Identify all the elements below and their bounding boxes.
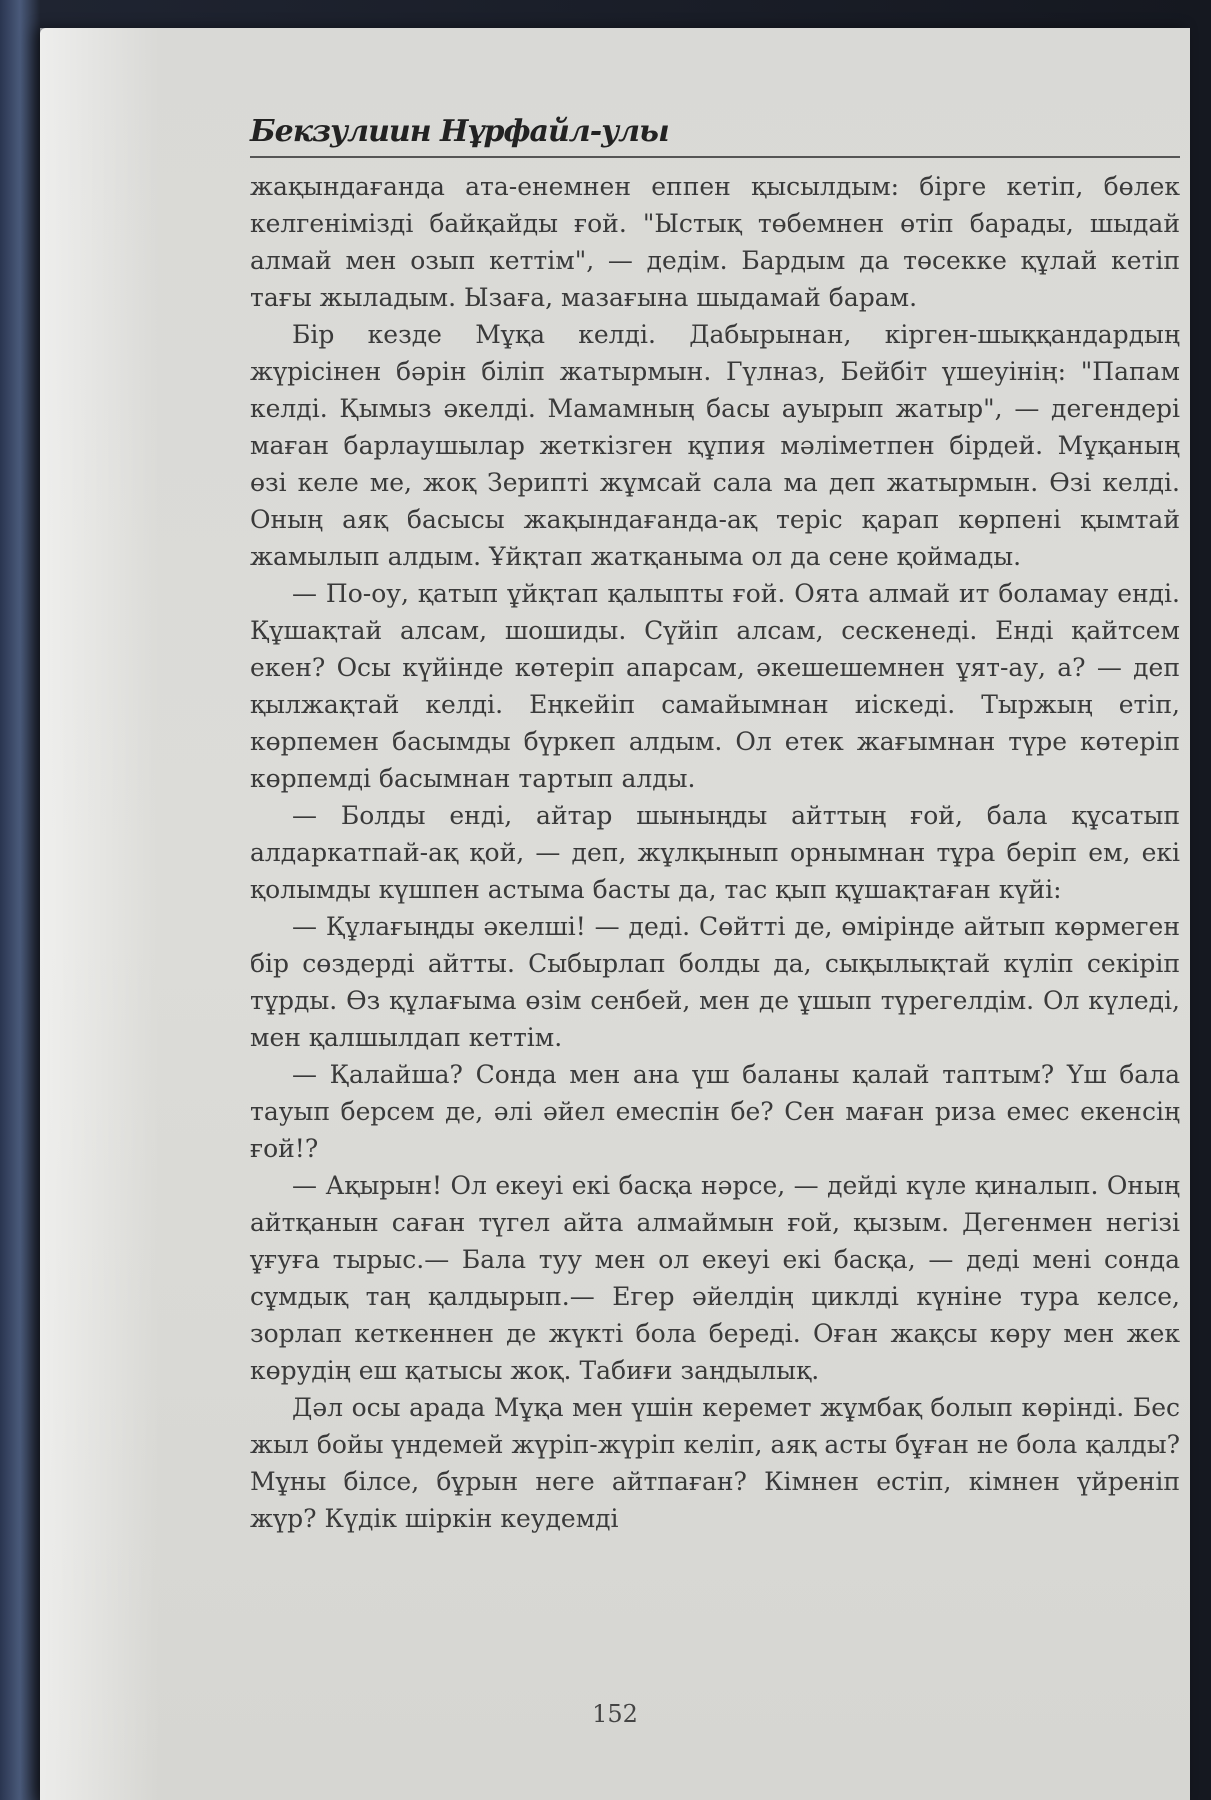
paragraph: жақындағанда ата-енемнен еппен қысылдым: бірге кетіп, бөлек келгенімізді байқайды ғой. "Ыстық төбемнен өтіп барады, шыдай алмай мен озып кеттім", — дедім. Бардым да төсекке құлай кетіп тағы жыладым. Ызаға, мазағына шыдамай барам. xyxy=(250,172,1180,312)
book-page xyxy=(40,28,1190,1800)
paragraph: — Ақырын! Ол екеуі екі басқа нәрсе, — дейді күле қиналып. Оның айтқанын саған түгел айта алмаймын ғой, қызым. Дегенмен негізі ұғуға тырыс.— Бала туу мен ол екеуі екі басқа, — деді мені сонда сұмдық таң қалдырып.— Егер әйелдің циклді күніне тура келсе, зорлап кеткеннен де жүкті бола береді. Оған жақсы көру мен жек көрудің еш қатысы жоқ. Табиғи заңдылық. xyxy=(250,1171,1180,1385)
paragraph: — Болды енді, айтар шыныңды айттың ғой, бала құсатып алдаркатпай-ақ қой, — деп, жұлқынып орнымнан тұра беріп ем, екі қолымды күшпен астыма басты да, тас қып құшақтаған күйі: xyxy=(250,801,1180,904)
paragraph: — Құлағыңды әкелші! — деді. Сөйтті де, өмірінде айтып көрмеген бір сөздерді айтты. Сыбырлап болды да, сықылықтай күліп секіріп тұрды. Өз құлағыма өзім сенбей, мен де ұшып түрегелдім. Ол күледі, мен қалшылдап кеттім. xyxy=(250,912,1180,1052)
paragraph: — По-оу, қатып ұйқтап қалыпты ғой. Оята алмай ит боламау енді. Құшақтай алсам, шошиды. Сүйіп алсам, сескенеді. Енді қайтсем екен? Осы күйінде көтеріп апарсам, әкешешемнен ұят-ау, а? — деп қылжақтай келді. Еңкейіп самайымнан иіскеді. Тыржың етіп, көрпемен басымды бүркеп алдым. Ол етек жағымнан түре көтеріп көрпемді басымнан тартып алды. xyxy=(250,579,1180,793)
paragraph: Бір кезде Мұқа келді. Дабырынан, кірген-шыққандардың жүрісінен бәрін біліп жатырмын. Гүлназ, Бейбіт үшеуінің: "Папам келді. Қымыз әкелді. Мамамның басы ауырып жатыр", — дегендері маған барлаушылар жеткізген құпия мәліметпен бірдей. Мұқаның өзі келе ме, жоқ Зерипті жұмсай сала ма деп жатырмын. Өзі келді. Оның аяқ басысы жақындағанда-ақ теріс қарап көрпені қымтай жамылып алдым. Ұйқтап жатқаныма ол да сене қоймады. xyxy=(250,320,1180,571)
header-rule xyxy=(250,156,1180,158)
paragraph: Дәл осы арада Мұқа мен үшін керемет жұмбақ болып көрінді. Бес жыл бойы үндемей жүріп-жүріп келіп, аяқ асты бұған не бола қалды? Мұны білсе, бұрын неге айтпаған? Кімнен естіп, кімнен үйреніп жүр? Күдік шіркін кеудемді xyxy=(250,1393,1180,1533)
body-text xyxy=(250,168,1180,1537)
paragraph: — Қалайша? Сонда мен ана үш баланы қалай таптым? Үш бала тауып берсем де, әлі әйел емеспін бе? Сен маған риза емес екенсің ғой!? xyxy=(250,1060,1180,1163)
running-head: Бекзулиин Нұрфайл-улы xyxy=(250,114,669,149)
page-number: 152 xyxy=(592,1700,638,1728)
